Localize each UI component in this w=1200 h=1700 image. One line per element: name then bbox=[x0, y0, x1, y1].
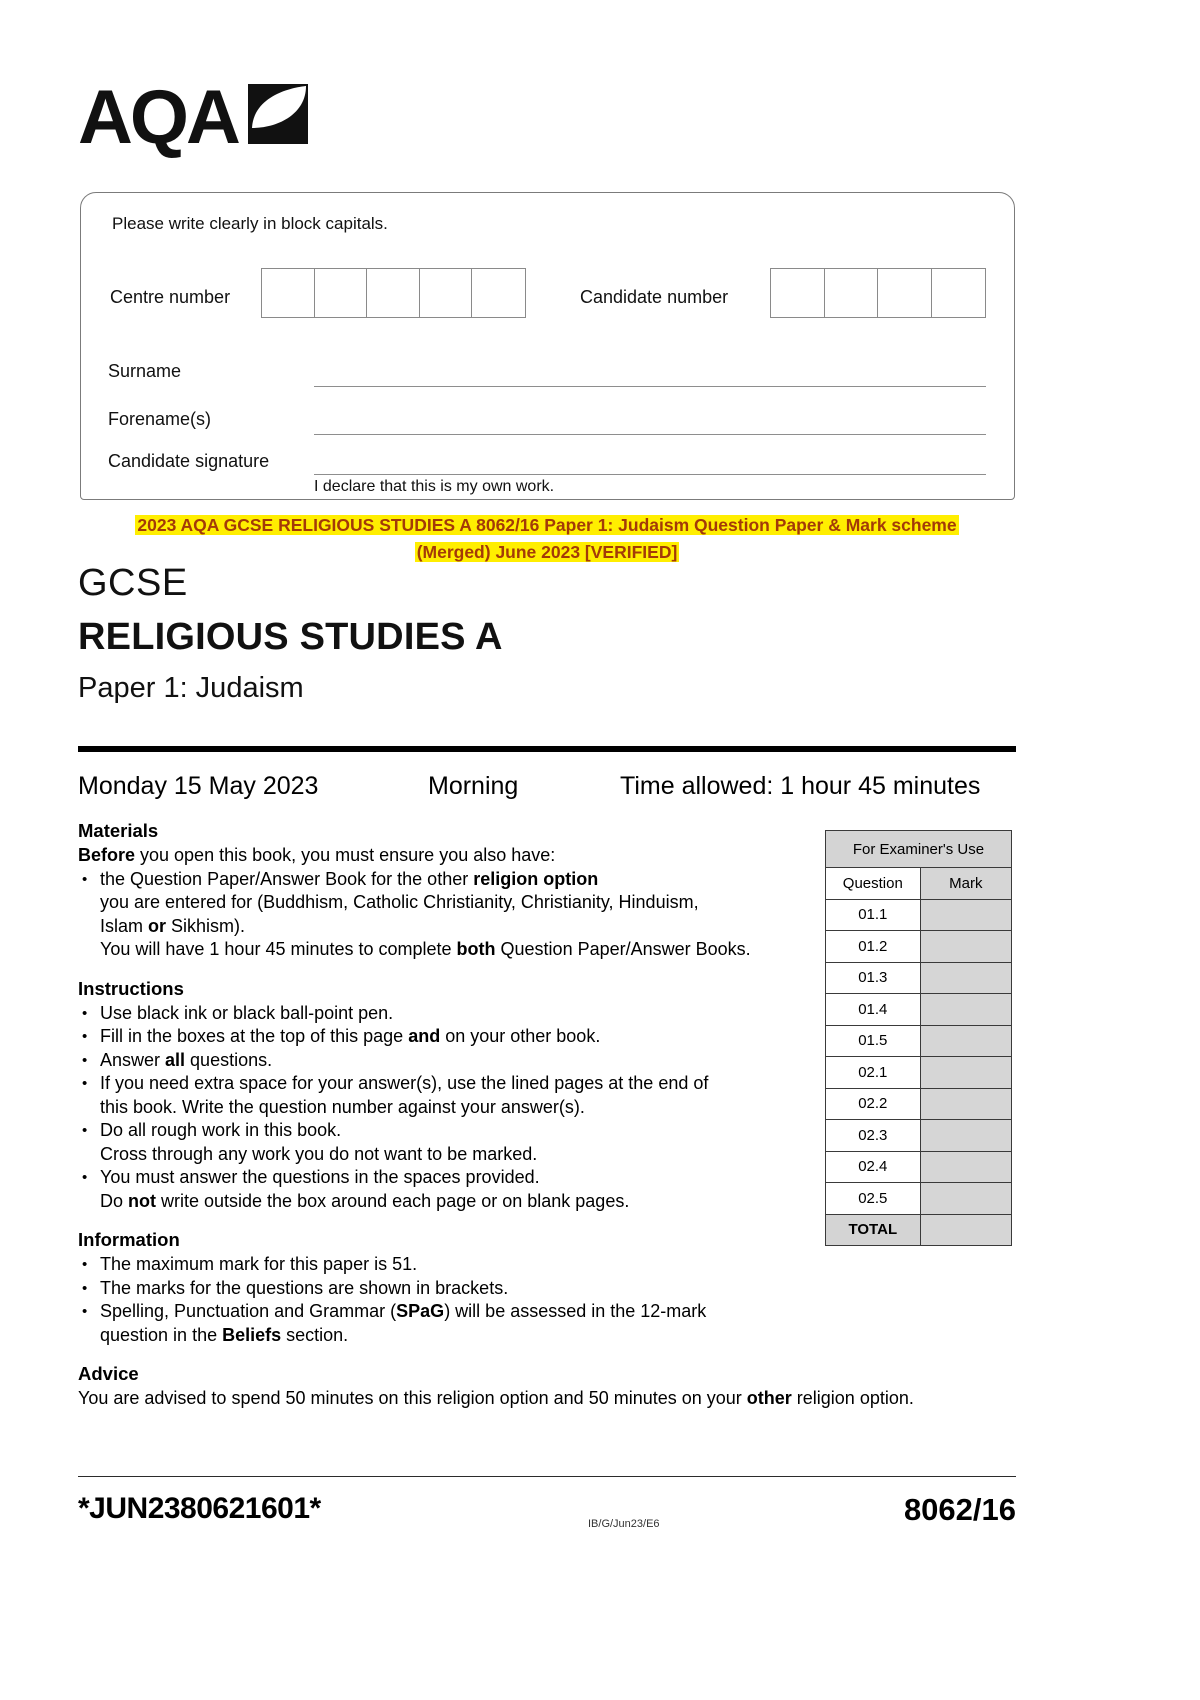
centre-number-cell[interactable] bbox=[472, 269, 525, 317]
materials-b1-line3-bold: or bbox=[148, 915, 167, 936]
paper-title: Paper 1: Judaism bbox=[78, 672, 304, 704]
information-bold: SPaG bbox=[396, 1301, 445, 1321]
question-number: 01.1 bbox=[826, 899, 921, 931]
mark-entry-cell[interactable] bbox=[920, 931, 1011, 963]
instruction-continuation bbox=[100, 1190, 813, 1214]
instruction-text: You must answer the questions in the spaces provided. bbox=[100, 1167, 540, 1187]
question-number: 01.3 bbox=[826, 962, 921, 994]
instruction-continuation: Cross through any work you do not want to be marked. bbox=[100, 1143, 538, 1164]
aqa-logo bbox=[78, 75, 308, 160]
materials-b1-line3-b: Sikhism). bbox=[166, 915, 246, 936]
mark-entry-cell[interactable] bbox=[920, 1025, 1011, 1057]
materials-b1-line4-b: Question Paper/Answer Books. bbox=[495, 939, 751, 959]
qualification-title: GCSE bbox=[78, 562, 188, 604]
list-item bbox=[78, 1002, 813, 1026]
list-item bbox=[78, 1119, 813, 1166]
declaration-text: I declare that this is my own work. bbox=[314, 478, 555, 495]
materials-heading: Materials bbox=[78, 820, 159, 841]
centre-number-cell[interactable] bbox=[262, 269, 315, 317]
exam-session: Morning bbox=[428, 772, 519, 800]
information-text: The maximum mark for this paper is 51. bbox=[100, 1254, 418, 1274]
candidate-number-cell[interactable] bbox=[771, 269, 825, 317]
candidate-number-label: Candidate number bbox=[580, 287, 729, 307]
examiner-use-table bbox=[825, 830, 1012, 1246]
header-divider bbox=[78, 746, 1016, 752]
materials-b1-line4-a: You will have 1 hour 45 minutes to complete bbox=[100, 939, 457, 959]
materials-b1-line3-a: Islam bbox=[100, 915, 149, 936]
list-item bbox=[78, 1277, 813, 1301]
question-number: 02.5 bbox=[826, 1183, 921, 1215]
materials-b1-line4-bold: both bbox=[456, 939, 496, 959]
instruction-text: Do all rough work in this book. bbox=[100, 1120, 342, 1140]
instruction-text-post: on your other book. bbox=[440, 1026, 601, 1046]
materials-intro-bold: Before bbox=[78, 845, 136, 865]
instruction-text: Use black ink or black ball-point pen. bbox=[100, 1002, 394, 1023]
table-row bbox=[826, 1088, 1012, 1120]
forename-input[interactable] bbox=[314, 434, 986, 435]
block-capitals-instruction: Please write clearly in block capitals. bbox=[112, 214, 388, 233]
mark-entry-cell[interactable] bbox=[920, 1151, 1011, 1183]
centre-number-cell[interactable] bbox=[315, 269, 368, 317]
materials-b1-bold: religion option bbox=[473, 868, 599, 889]
table-row bbox=[826, 899, 1012, 931]
total-mark-cell[interactable] bbox=[920, 1214, 1011, 1246]
instruction-bold: all bbox=[165, 1049, 186, 1070]
paper-code: 8062/16 bbox=[903, 1492, 1016, 1527]
instruction-continuation: this book. Write the question number against your answer(s). bbox=[100, 1096, 585, 1117]
information-cont-pre: question in the bbox=[100, 1324, 223, 1345]
instructions-heading: Instructions bbox=[78, 977, 184, 999]
mark-entry-cell[interactable] bbox=[920, 1183, 1011, 1215]
barcode-text: *JUN2380621601* bbox=[78, 1492, 321, 1525]
information-list bbox=[78, 1253, 813, 1347]
information-text: Spelling, Punctuation and Grammar ( bbox=[100, 1301, 397, 1321]
list-item bbox=[78, 868, 813, 962]
table-row bbox=[826, 1120, 1012, 1152]
footer-divider bbox=[78, 1476, 1016, 1477]
mark-entry-cell[interactable] bbox=[920, 1120, 1011, 1152]
list-item bbox=[78, 1300, 813, 1347]
table-row bbox=[826, 1183, 1012, 1215]
materials-b1-part1: the Question Paper/Answer Book for the other bbox=[100, 868, 474, 889]
centre-number-cell[interactable] bbox=[367, 269, 420, 317]
candidate-number-cell[interactable] bbox=[825, 269, 879, 317]
mark-entry-cell[interactable] bbox=[920, 994, 1011, 1026]
banner-line-2: (Merged) June 2023 [VERIFIED] bbox=[416, 542, 678, 562]
instruction-text-post: questions. bbox=[185, 1049, 273, 1070]
instruction-text: Answer bbox=[100, 1049, 166, 1070]
instruction-text: If you need extra space for your answer(s), use the lined pages at the end of bbox=[100, 1073, 709, 1093]
mark-entry-cell[interactable] bbox=[920, 1088, 1011, 1120]
highlighted-document-banner bbox=[78, 512, 1016, 566]
list-item bbox=[78, 1253, 813, 1277]
list-item bbox=[78, 1049, 813, 1073]
information-continuation bbox=[100, 1324, 813, 1348]
advice-text bbox=[78, 1387, 1003, 1411]
question-number: 01.5 bbox=[826, 1025, 921, 1057]
ib-code: IB/G/Jun23/E6 bbox=[588, 1518, 660, 1530]
banner-line-1: 2023 AQA GCSE RELIGIOUS STUDIES A 8062/16 Paper 1: Judaism Question Paper & Mark scheme bbox=[137, 515, 957, 535]
table-row bbox=[826, 994, 1012, 1026]
materials-intro bbox=[78, 844, 813, 868]
materials-b1-line2: you are entered for (Buddhism, Catholic Christianity, Christianity, Hinduism, bbox=[100, 892, 699, 912]
question-number: 02.4 bbox=[826, 1151, 921, 1183]
instructions-list bbox=[78, 1002, 813, 1214]
centre-number-cell[interactable] bbox=[420, 269, 473, 317]
total-label: TOTAL bbox=[826, 1214, 921, 1246]
advice-heading: Advice bbox=[78, 1363, 139, 1384]
examiner-table-header: For Examiner's Use bbox=[826, 831, 1012, 868]
surname-label: Surname bbox=[108, 361, 182, 381]
advice-text-post: religion option. bbox=[791, 1388, 914, 1408]
table-row bbox=[826, 931, 1012, 963]
instruction-cont-post: write outside the box around each page or on blank pages. bbox=[156, 1190, 630, 1211]
list-item bbox=[78, 1166, 813, 1213]
advice-text-bold: other bbox=[746, 1388, 792, 1408]
aqa-leaf-mark-icon bbox=[248, 84, 308, 149]
question-number: 02.3 bbox=[826, 1120, 921, 1152]
centre-number-label: Centre number bbox=[110, 287, 231, 307]
information-cont-bold: Beliefs bbox=[222, 1324, 282, 1345]
materials-list bbox=[78, 868, 813, 962]
candidate-number-cell[interactable] bbox=[878, 269, 932, 317]
advice-text-pre: You are advised to spend 50 minutes on this religion option and 50 minutes on your bbox=[78, 1388, 747, 1408]
materials-intro-rest: you open this book, you must ensure you also have: bbox=[135, 845, 556, 865]
exam-time-allowed: Time allowed: 1 hour 45 minutes bbox=[620, 772, 981, 800]
aqa-wordmark: AQA bbox=[78, 75, 238, 160]
materials-b1-line3 bbox=[100, 915, 813, 939]
question-number: 01.4 bbox=[826, 994, 921, 1026]
centre-number-input[interactable] bbox=[261, 268, 526, 318]
column-header-mark: Mark bbox=[920, 868, 1011, 900]
list-item bbox=[78, 1072, 813, 1119]
question-number: 01.2 bbox=[826, 931, 921, 963]
instruction-text: Fill in the boxes at the top of this page bbox=[100, 1026, 409, 1046]
information-text: The marks for the questions are shown in brackets. bbox=[100, 1277, 509, 1298]
instruction-bold: and bbox=[408, 1026, 441, 1046]
table-row-total bbox=[826, 1214, 1012, 1246]
subject-title: RELIGIOUS STUDIES A bbox=[78, 616, 503, 658]
table-row bbox=[826, 962, 1012, 994]
question-number: 02.1 bbox=[826, 1057, 921, 1089]
candidate-number-cell[interactable] bbox=[932, 269, 986, 317]
candidate-number-input[interactable] bbox=[770, 268, 986, 318]
mark-entry-cell[interactable] bbox=[920, 962, 1011, 994]
forename-label: Forename(s) bbox=[108, 409, 212, 429]
materials-b1-line4 bbox=[100, 938, 813, 962]
candidate-signature-label: Candidate signature bbox=[108, 451, 270, 471]
table-row bbox=[826, 1057, 1012, 1089]
information-heading: Information bbox=[78, 1229, 180, 1250]
instruction-cont-bold: not bbox=[128, 1190, 156, 1211]
instruction-cont-pre: Do bbox=[100, 1190, 129, 1211]
exam-date: Monday 15 May 2023 bbox=[78, 772, 319, 800]
list-item bbox=[78, 1025, 813, 1049]
information-cont-post: section. bbox=[281, 1324, 349, 1345]
candidate-signature-input[interactable] bbox=[314, 474, 986, 475]
mark-entry-cell[interactable] bbox=[920, 1057, 1011, 1089]
column-header-question: Question bbox=[826, 868, 921, 900]
information-text-post: ) will be assessed in the 12-mark bbox=[444, 1301, 707, 1321]
table-row bbox=[826, 1151, 1012, 1183]
surname-input[interactable] bbox=[314, 386, 986, 387]
table-row bbox=[826, 1025, 1012, 1057]
question-number: 02.2 bbox=[826, 1088, 921, 1120]
mark-entry-cell[interactable] bbox=[920, 899, 1011, 931]
